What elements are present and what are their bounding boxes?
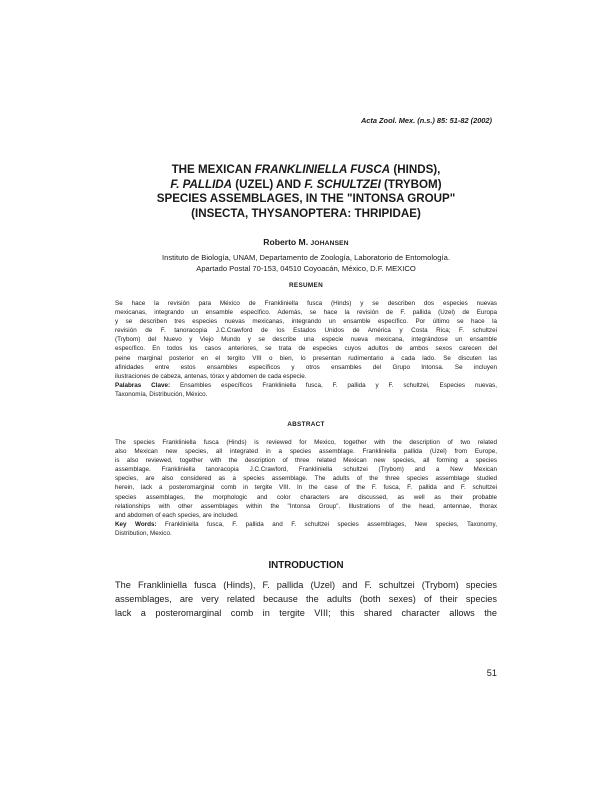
abstract-text — [115, 438, 497, 538]
author — [110, 237, 502, 247]
abstract-line: relationships with other assemblages within the "Intonsa Group". Illustrations of the head, antennae, thorax — [115, 502, 497, 510]
abstract-keywords-line: Distribution, Mexico. — [115, 529, 172, 537]
resumen-heading: RESUMEN — [288, 282, 324, 289]
resumen-text — [115, 299, 497, 399]
title-taxon: FRANKLINIELLA FUSCA — [254, 163, 391, 176]
resumen-keywords-line: Taxonomía, Distribución, México. — [115, 390, 208, 398]
resumen-line: ilustraciones de cabeza, antenas, tórax y abdomen de cada especie. — [115, 372, 307, 380]
title-text: (UZEL) AND — [232, 177, 305, 191]
abstract-keywords — [115, 520, 497, 529]
affiliation-line: Instituto de Biología, UNAM, Departamento de Zoología, Laboratorio de Entomología. — [162, 253, 450, 262]
keywords-text: Ensambles específicos Frankliniella fusca, F. pallida y F. schultzei, Especies nuevas, — [170, 381, 497, 389]
keywords-label: Key Words: — [115, 520, 157, 528]
journal-citation: Acta Zool. Mex. (n.s.) 85: 51-82 (2002) — [360, 116, 492, 125]
abstract-line: The species Frankliniella fusca (Hinds) is reviewed for Mexico, together with the description of two related — [115, 439, 497, 446]
resumen-line: revisión de F. tanoracopia J.C.Crawford de los Estados Unidos de América y Costa Rica; F. schultzei — [115, 327, 497, 335]
author-first-name: Roberto M. — [263, 237, 311, 247]
abstract-line: herein, lack a posteromarginal comb in tergite VIII. In the case of the F. fusca, F. pallida and F. schultzei — [115, 484, 497, 492]
introduction-text — [115, 578, 497, 620]
abstract-heading: ABSTRACT — [287, 421, 325, 428]
introduction-line: assemblages, are very related because the adults (both sexes) of their species — [115, 594, 497, 604]
resumen-line: Se hace la revisión para México de Frankliniella fusca (Hinds) y se describen dos especies nuevas — [115, 300, 497, 307]
title-taxon: F. PALLIDA — [170, 177, 233, 191]
resumen-line: (Trybom) del Nuevo y Viejo Mundo y se describe una especie nueva mexicana, integrándose un ensamble — [115, 336, 497, 344]
title-line-2 — [110, 178, 502, 193]
keywords-text: Frankliniella fusca, F. pallida and F. schultzei species assemblages, New species, Taxonomy, — [156, 520, 497, 528]
keywords-label: Palabras Clave: — [115, 381, 171, 389]
resumen-line: específico. En todos los casos anteriores, se trata de especies cuyos adultos de ambos sexos carecen del — [115, 345, 497, 353]
page-number: 51 — [486, 668, 497, 678]
resumen-line: mexicanas, integrando un ensamble específico. Además, se hace la revisión de F. pallida (Uzel) de Europa — [115, 309, 497, 317]
abstract-line: species assemblages, the morphologic and color characters are discussed, as well as their probable — [115, 493, 497, 501]
introduction-heading: INTRODUCTION — [268, 560, 344, 571]
abstract-line: is also reviewed, together with the description of three related Mexican new species, all forming a species — [115, 457, 497, 465]
abstract-line: species, are also considered as a species assemblage. The adults of the three species assemblage studied — [115, 475, 497, 483]
introduction-line: lack a posteromarginal comb in tergite VIII; this shared character allows the — [115, 608, 497, 618]
abstract-line: also Mexican new species, all integrated in a species assemblage. Frankliniella pallida (Uzel) from Europe, — [115, 448, 497, 456]
affiliation — [110, 252, 502, 274]
abstract-line: assemblage. Frankliniella tanoracopia J.C.Crawford, Frankliniella schultzei (Trybom) and a New Mexican — [115, 466, 497, 474]
author-last-name: JOHANSEN — [310, 240, 349, 247]
resumen-line: afinidades entre estos ensambles específicos y otros ensambles del Grupo Intonsa. Se incluyen — [115, 363, 497, 371]
title-line-1 — [110, 163, 502, 178]
title-line-3: SPECIES ASSEMBLAGES, IN THE "INTONSA GROUP" — [156, 192, 456, 206]
title-line-4: (INSECTA, THYSANOPTERA: THRIPIDAE) — [191, 206, 421, 220]
paper-title — [110, 163, 502, 221]
title-taxon: F. SCHULTZEI — [304, 177, 381, 191]
resumen-line: y se describen tres especies nuevas mexicanas, integrando un ensamble específico. Por último se hace la — [115, 318, 497, 326]
abstract-line: and abdomen of each species, are included. — [115, 511, 239, 519]
title-text: THE MEXICAN — [171, 163, 255, 176]
resumen-line: peine marginal posterior en el tergito VIII o bien, lo presentan rudimentario a cada lado. Se discuten las — [115, 354, 497, 362]
resumen-keywords — [115, 381, 497, 390]
affiliation-line: Apartado Postal 70-153, 04510 Coyoacán, México, D.F. MEXICO — [196, 264, 416, 273]
title-text: (HINDS), — [390, 163, 441, 176]
title-text: (TRYBOM) — [380, 177, 442, 191]
introduction-line: The Frankliniella fusca (Hinds), F. pallida (Uzel) and F. schultzei (Trybom) species — [115, 580, 497, 590]
